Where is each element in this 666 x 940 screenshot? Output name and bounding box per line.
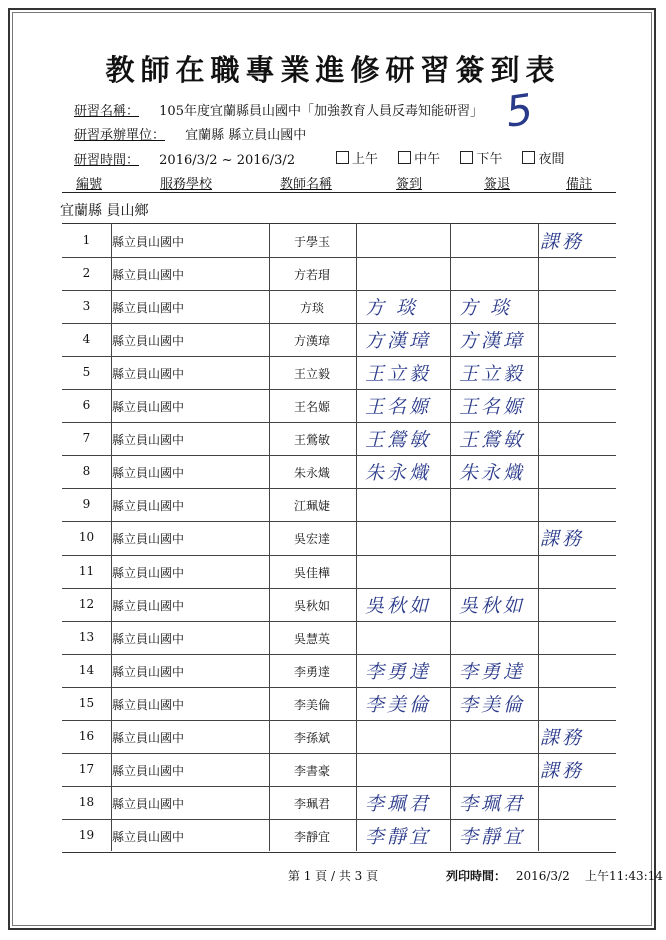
print-time <box>446 867 663 884</box>
table-row <box>62 720 616 754</box>
organizer-value: 宜蘭縣 縣立員山國中 <box>185 128 307 143</box>
remark-note: 課務 <box>540 759 585 782</box>
organizer-label: 研習承辦單位： <box>74 128 166 143</box>
session-option[interactable] <box>460 152 502 167</box>
row-number: 5 <box>82 365 91 380</box>
sign-out-signature: 王鶯敏 <box>459 429 526 452</box>
row-number: 10 <box>78 530 95 545</box>
table-row <box>62 588 616 622</box>
row-school: 縣立員山國中 <box>112 730 185 745</box>
row-school: 縣立員山國中 <box>112 631 185 646</box>
remark-note: 課務 <box>540 528 585 551</box>
row-teacher-name: 李勇達 <box>293 664 330 679</box>
checkbox[interactable] <box>460 151 473 164</box>
row-number: 2 <box>82 266 91 281</box>
row-school: 縣立員山國中 <box>112 763 185 778</box>
row-number: 4 <box>82 332 91 347</box>
session-option-label: 下午 <box>476 152 503 167</box>
table-row <box>62 753 616 787</box>
table-row <box>62 422 616 456</box>
row-number: 8 <box>82 464 91 479</box>
course-time-label: 研習時間： <box>74 153 140 168</box>
column-divider <box>269 223 270 851</box>
column-divider <box>111 223 112 851</box>
row-school: 縣立員山國中 <box>112 235 185 249</box>
row-teacher-name: 吳慧英 <box>293 631 330 646</box>
table-row <box>62 621 616 655</box>
table-row <box>62 687 616 721</box>
sign-in-signature: 吳秋如 <box>365 594 432 617</box>
sign-in-signature: 朱永熾 <box>365 462 432 485</box>
row-teacher-name: 于學玉 <box>293 235 330 249</box>
sign-out-signature: 吳秋如 <box>459 594 526 617</box>
sign-in-signature: 方 琰 <box>365 297 419 320</box>
page-title: 教師在職專業進修研習簽到表 <box>105 53 561 87</box>
row-school: 縣立員山國中 <box>112 829 185 844</box>
table-row <box>62 224 616 258</box>
header-sign-in: 簽到 <box>396 177 423 192</box>
sign-in-signature: 王鶯敏 <box>365 429 432 452</box>
sign-in-signature: 李美倫 <box>365 693 432 716</box>
checkbox[interactable] <box>336 151 349 164</box>
row-teacher-name: 朱永熾 <box>293 466 330 481</box>
session-option-label: 夜間 <box>538 152 565 167</box>
print-time-value: 上午11:43:14 <box>585 869 663 883</box>
sign-out-signature: 李美倫 <box>459 693 526 716</box>
row-number: 14 <box>78 662 95 677</box>
sign-in-signature: 李珮君 <box>365 792 432 815</box>
session-option-label: 中午 <box>414 152 441 167</box>
course-name-label: 研習名稱： <box>74 104 140 119</box>
row-school: 縣立員山國中 <box>112 466 185 481</box>
print-time-label: 列印時間： <box>446 869 507 883</box>
header-no: 編號 <box>76 177 103 192</box>
header-sign-out: 簽退 <box>484 177 511 192</box>
table-row <box>62 786 616 820</box>
row-number: 17 <box>78 761 95 776</box>
table-row <box>62 455 616 489</box>
table-row <box>62 290 616 324</box>
row-teacher-name: 江珮婕 <box>293 499 330 514</box>
table-row <box>62 257 616 291</box>
row-school: 縣立員山國中 <box>112 367 185 382</box>
row-teacher-name: 李美倫 <box>293 697 330 712</box>
row-school: 縣立員山國中 <box>112 400 185 415</box>
row-number: 19 <box>78 827 95 842</box>
row-school: 縣立員山國中 <box>112 268 185 283</box>
signin-table <box>62 223 616 853</box>
sign-out-signature: 方漢璋 <box>459 330 526 353</box>
session-option[interactable] <box>398 152 440 167</box>
course-name-line <box>74 100 483 119</box>
row-school: 縣立員山國中 <box>112 499 185 514</box>
row-number: 13 <box>78 629 95 644</box>
table-row <box>62 488 616 522</box>
row-school: 縣立員山國中 <box>112 796 185 811</box>
column-divider <box>356 223 357 851</box>
row-teacher-name: 李書豪 <box>293 763 330 778</box>
row-teacher-name: 王名嫄 <box>293 400 330 415</box>
sign-in-signature: 李勇達 <box>365 660 432 683</box>
handwritten-count: 5 <box>502 84 537 137</box>
row-number: 3 <box>82 299 91 314</box>
sign-out-signature: 李珮君 <box>459 792 526 815</box>
row-school: 縣立員山國中 <box>112 532 185 547</box>
header-teacher: 教師名稱 <box>280 177 333 192</box>
row-number: 15 <box>78 695 95 710</box>
session-options <box>336 148 580 167</box>
row-teacher-name: 方漢璋 <box>293 334 330 349</box>
column-divider <box>538 223 539 851</box>
sign-in-signature: 王名嫄 <box>365 396 432 419</box>
checkbox[interactable] <box>522 151 535 164</box>
page-indicator: 第 1 頁 / 共 3 頁 <box>287 869 379 883</box>
row-teacher-name: 吳宏達 <box>293 532 330 547</box>
sign-out-signature: 朱永熾 <box>459 462 526 485</box>
row-school: 縣立員山國中 <box>112 334 185 349</box>
header-remark: 備註 <box>566 177 593 192</box>
row-school: 縣立員山國中 <box>112 433 185 448</box>
row-teacher-name: 李靜宜 <box>293 829 330 844</box>
row-school: 縣立員山國中 <box>112 598 185 613</box>
row-teacher-name: 方若瑁 <box>293 268 330 283</box>
region-label: 宜蘭縣 員山鄉 <box>60 203 149 219</box>
row-school: 縣立員山國中 <box>112 664 185 679</box>
print-date: 2016/3/2 <box>515 869 570 883</box>
row-number: 11 <box>78 563 95 578</box>
row-number: 9 <box>82 497 91 512</box>
course-name-value: 105年度宜蘭縣員山國中「加強教育人員反毒知能研習」 <box>159 104 483 119</box>
organizer-line <box>74 124 306 143</box>
table-row <box>62 521 616 555</box>
row-number: 16 <box>78 728 95 743</box>
sign-out-signature: 王名嫄 <box>459 396 526 419</box>
row-school: 縣立員山國中 <box>112 697 185 712</box>
row-teacher-name: 吳秋如 <box>293 598 330 613</box>
table-row <box>62 389 616 423</box>
table-row <box>62 356 616 390</box>
table-row <box>62 323 616 357</box>
session-option[interactable] <box>336 152 378 167</box>
course-time-line <box>74 149 295 168</box>
sign-out-signature: 李靜宜 <box>459 825 526 848</box>
table-row <box>62 555 616 589</box>
row-teacher-name: 王立毅 <box>293 367 330 382</box>
row-teacher-name: 李珮君 <box>293 796 330 811</box>
row-school: 縣立員山國中 <box>112 565 185 580</box>
session-option-label: 上午 <box>352 152 379 167</box>
sign-in-signature: 方漢璋 <box>365 330 432 353</box>
sign-in-signature: 王立毅 <box>365 363 432 386</box>
course-time-value: 2016/3/2 ~ 2016/3/2 <box>159 153 296 168</box>
row-teacher-name: 李孫斌 <box>293 730 330 745</box>
row-number: 1 <box>82 233 91 247</box>
column-divider <box>450 223 451 851</box>
row-teacher-name: 王鶯敏 <box>293 433 330 448</box>
sign-out-signature: 王立毅 <box>459 363 526 386</box>
sign-in-signature: 李靜宜 <box>365 825 432 848</box>
table-row <box>62 654 616 688</box>
header-divider <box>62 192 616 193</box>
sign-out-signature: 李勇達 <box>459 660 526 683</box>
table-row <box>62 819 616 852</box>
row-teacher-name: 方琰 <box>299 301 324 316</box>
sign-out-signature: 方 琰 <box>459 297 513 320</box>
header-school: 服務學校 <box>160 177 213 192</box>
row-number: 7 <box>82 431 91 446</box>
row-teacher-name: 吳佳樺 <box>293 565 330 580</box>
row-number: 6 <box>82 398 91 413</box>
row-school: 縣立員山國中 <box>112 301 185 316</box>
remark-note: 課務 <box>540 726 585 749</box>
remark-note: 課務 <box>540 231 585 253</box>
session-option[interactable] <box>522 152 564 167</box>
row-number: 12 <box>78 596 95 611</box>
row-number: 18 <box>78 794 95 809</box>
checkbox[interactable] <box>398 151 411 164</box>
